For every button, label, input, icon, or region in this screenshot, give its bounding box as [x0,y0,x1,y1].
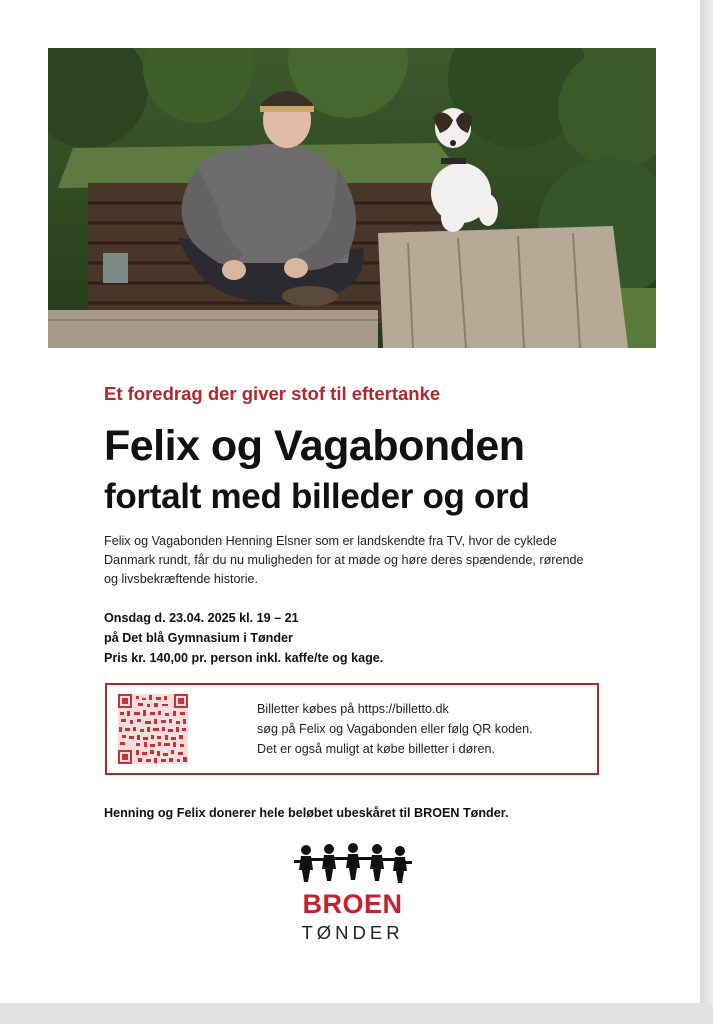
page-edge-bottom [0,1003,713,1024]
event-date: Onsdag d. 23.04. 2025 kl. 19 – 21 [104,611,299,625]
ticket-line-search: søg på Felix og Vagabonden eller følg QR koden. [257,722,533,736]
page-title: Felix og Vagabonden [104,422,525,470]
subtitle: Et foredrag der giver stof til eftertanke [104,383,441,404]
ticket-line-door: Det er også muligt at købe billetter i døren. [257,742,495,756]
page-edge-right [700,0,713,1024]
event-details [104,608,383,668]
poster-photo [48,48,656,348]
logo-name: BROEN [302,889,403,919]
page-title-line2: fortalt med billeder og ord [104,477,530,516]
qr-code-icon[interactable] [118,694,188,764]
ticket-instructions [257,699,533,759]
children-holding-hands-icon [294,842,412,886]
broen-logo [290,842,415,947]
event-price: Pris kr. 140,00 pr. person inkl. kaffe/te og kage. [104,651,384,665]
ticket-line-url[interactable]: Billetter købes på https://billetto.dk [257,702,449,716]
logo-city: TØNDER [301,922,404,943]
donation-note: Henning og Felix donerer hele beløbet ubeskåret til BROEN Tønder. [104,806,509,820]
event-location: på Det blå Gymnasium i Tønder [104,631,293,645]
description: Felix og Vagabonden Henning Elsner som er landskendte fra TV, hvor de cyklede Danmark rundt, får du nu muligheden for at møde og høre deres spændende, rørende og livsbekræftende historie. [104,534,584,586]
photo-illustration [48,48,656,348]
ticket-info-box [105,683,599,775]
